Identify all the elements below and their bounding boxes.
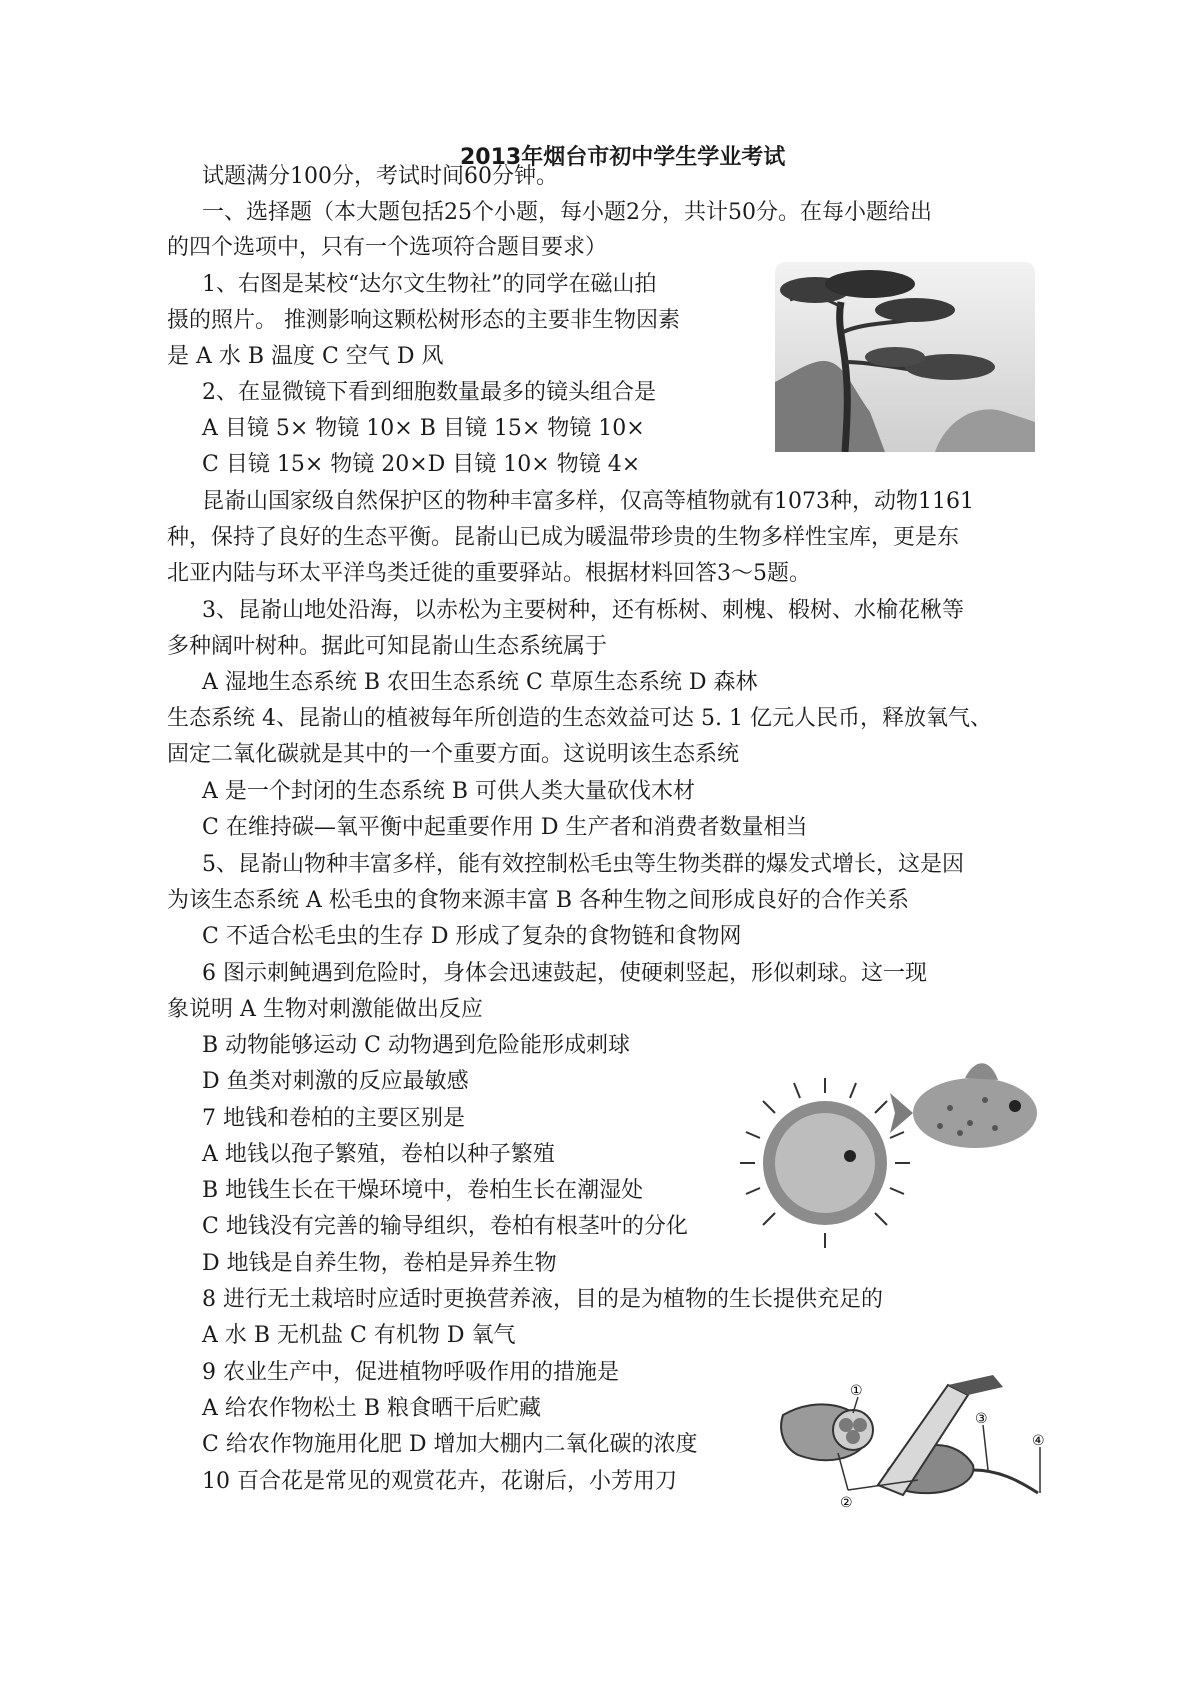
q4-line3: A 是一个封闭的生态系统 B 可供人类大量砍伐木材 <box>202 779 696 804</box>
q5-line1: 5、昆嵛山物种丰富多样，能有效控制松毛虫等生物类群的爆发式增长，这是因 <box>202 852 964 877</box>
q7-line1: 7 地钱和卷柏的主要区别是 <box>202 1106 465 1131</box>
q1-line1: 1、右图是某校“达尔文生物社”的同学在磁山拍 <box>202 272 657 297</box>
q3-line1: 3、昆嵛山地处沿海，以赤松为主要树种，还有栎树、刺槐、椴树、水榆花楸等 <box>202 598 964 623</box>
q1-line3: 是 A 水 B 温度 C 空气 D 风 <box>167 344 444 369</box>
passage-line3: 北亚内陆与环太平洋鸟类迁徙的重要驿站。根据材料回答3～5题。 <box>167 561 811 586</box>
q6-line2: 象说明 A 生物对刺激能做出反应 <box>167 997 483 1022</box>
q6-line3: B 动物能够运动 C 动物遇到危险能形成刺球 <box>202 1033 630 1058</box>
q7-line2: A 地钱以孢子繁殖，卷柏以种子繁殖 <box>202 1142 555 1167</box>
label-2: ② <box>840 1495 853 1511</box>
q2-line3: C 目镜 15× 物镜 20×D 目镜 10× 物镜 4× <box>202 452 641 477</box>
q5-line3: C 不适合松毛虫的生存 D 形成了复杂的食物链和食物网 <box>202 924 742 949</box>
q7-line3: B 地钱生长在干燥环境中，卷柏生长在潮湿处 <box>202 1178 644 1203</box>
q8-line1: 8 进行无土栽培时应适时更换营养液，目的是为植物的生长提供充足的 <box>202 1287 883 1312</box>
q9-line2: A 给农作物松土 B 粮食晒干后贮藏 <box>202 1396 542 1421</box>
label-1: ① <box>850 1383 863 1399</box>
passage-line2: 种，保持了良好的生态平衡。昆嵛山已成为暖温带珍贵的生物多样性宝库，更是东 <box>167 525 960 550</box>
q7-line4: C 地钱没有完善的输导组织，卷柏有根茎叶的分化 <box>202 1214 688 1239</box>
q8-line2: A 水 B 无机盐 C 有机物 D 氧气 <box>202 1323 516 1348</box>
puffer-fish-photo <box>730 1038 1050 1248</box>
q3-line3: A 湿地生态系统 B 农田生态系统 C 草原生态系统 D 森林 <box>202 670 758 695</box>
label-4: ④ <box>1032 1433 1045 1449</box>
q1-line2: 摄的照片。 推测影响这颗松树形态的主要非生物因素 <box>167 308 680 333</box>
q7-line5: D 地钱是自养生物，卷柏是异养生物 <box>202 1251 557 1276</box>
section1-line1: 一、选择题（本大题包括25个小题，每小题2分，共计50分。在每小题给出 <box>202 200 932 225</box>
q4-line1: 生态系统 4、昆嵛山的植被每年所创造的生态效益可达 5. 1 亿元人民币，释放氧气、 <box>167 706 992 731</box>
q2-line1: 2、在显微镜下看到细胞数量最多的镜头组合是 <box>202 380 656 405</box>
exam-intro: 试题满分100分，考试时间60分钟。 <box>202 164 558 189</box>
pine-tree-photo <box>775 262 1035 452</box>
q10-line1: 10 百合花是常见的观赏花卉，花谢后，小芳用刀 <box>202 1469 677 1494</box>
deflated-puffer-icon <box>890 1063 1037 1148</box>
q6-line4: D 鱼类对刺激的反应最敏感 <box>202 1069 469 1094</box>
inflated-puffer-icon <box>740 1078 910 1248</box>
exam-title: 2013年烟台市初中学生学业考试 <box>460 145 786 170</box>
q4-line4: C 在维持碳—氧平衡中起重要作用 D 生产者和消费者数量相当 <box>202 815 808 840</box>
q9-line3: C 给农作物施用化肥 D 增加大棚内二氧化碳的浓度 <box>202 1432 698 1457</box>
stem-cutting-diagram <box>778 1375 1063 1520</box>
label-3: ③ <box>975 1411 988 1427</box>
q9-line1: 9 农业生产中，促进植物呼吸作用的措施是 <box>202 1360 619 1385</box>
q2-line2: A 目镜 5× 物镜 10× B 目镜 15× 物镜 10× <box>202 416 645 441</box>
q4-line2: 固定二氧化碳就是其中的一个重要方面。这说明该生态系统 <box>167 742 740 767</box>
passage-line1: 昆嵛山国家级自然保护区的物种丰富多样，仅高等植物就有1073种，动物1161 <box>202 489 974 514</box>
section1-line2: 的四个选项中，只有一个选项符合题目要求） <box>167 235 608 260</box>
q5-line2: 为该生态系统 A 松毛虫的食物来源丰富 B 各种生物之间形成良好的合作关系 <box>167 888 910 913</box>
q6-line1: 6 图示刺鲀遇到危险时，身体会迅速鼓起，使硬刺竖起，形似刺球。这一现 <box>202 961 927 986</box>
q3-line2: 多种阔叶树种。据此可知昆嵛山生态系统属于 <box>167 634 608 659</box>
